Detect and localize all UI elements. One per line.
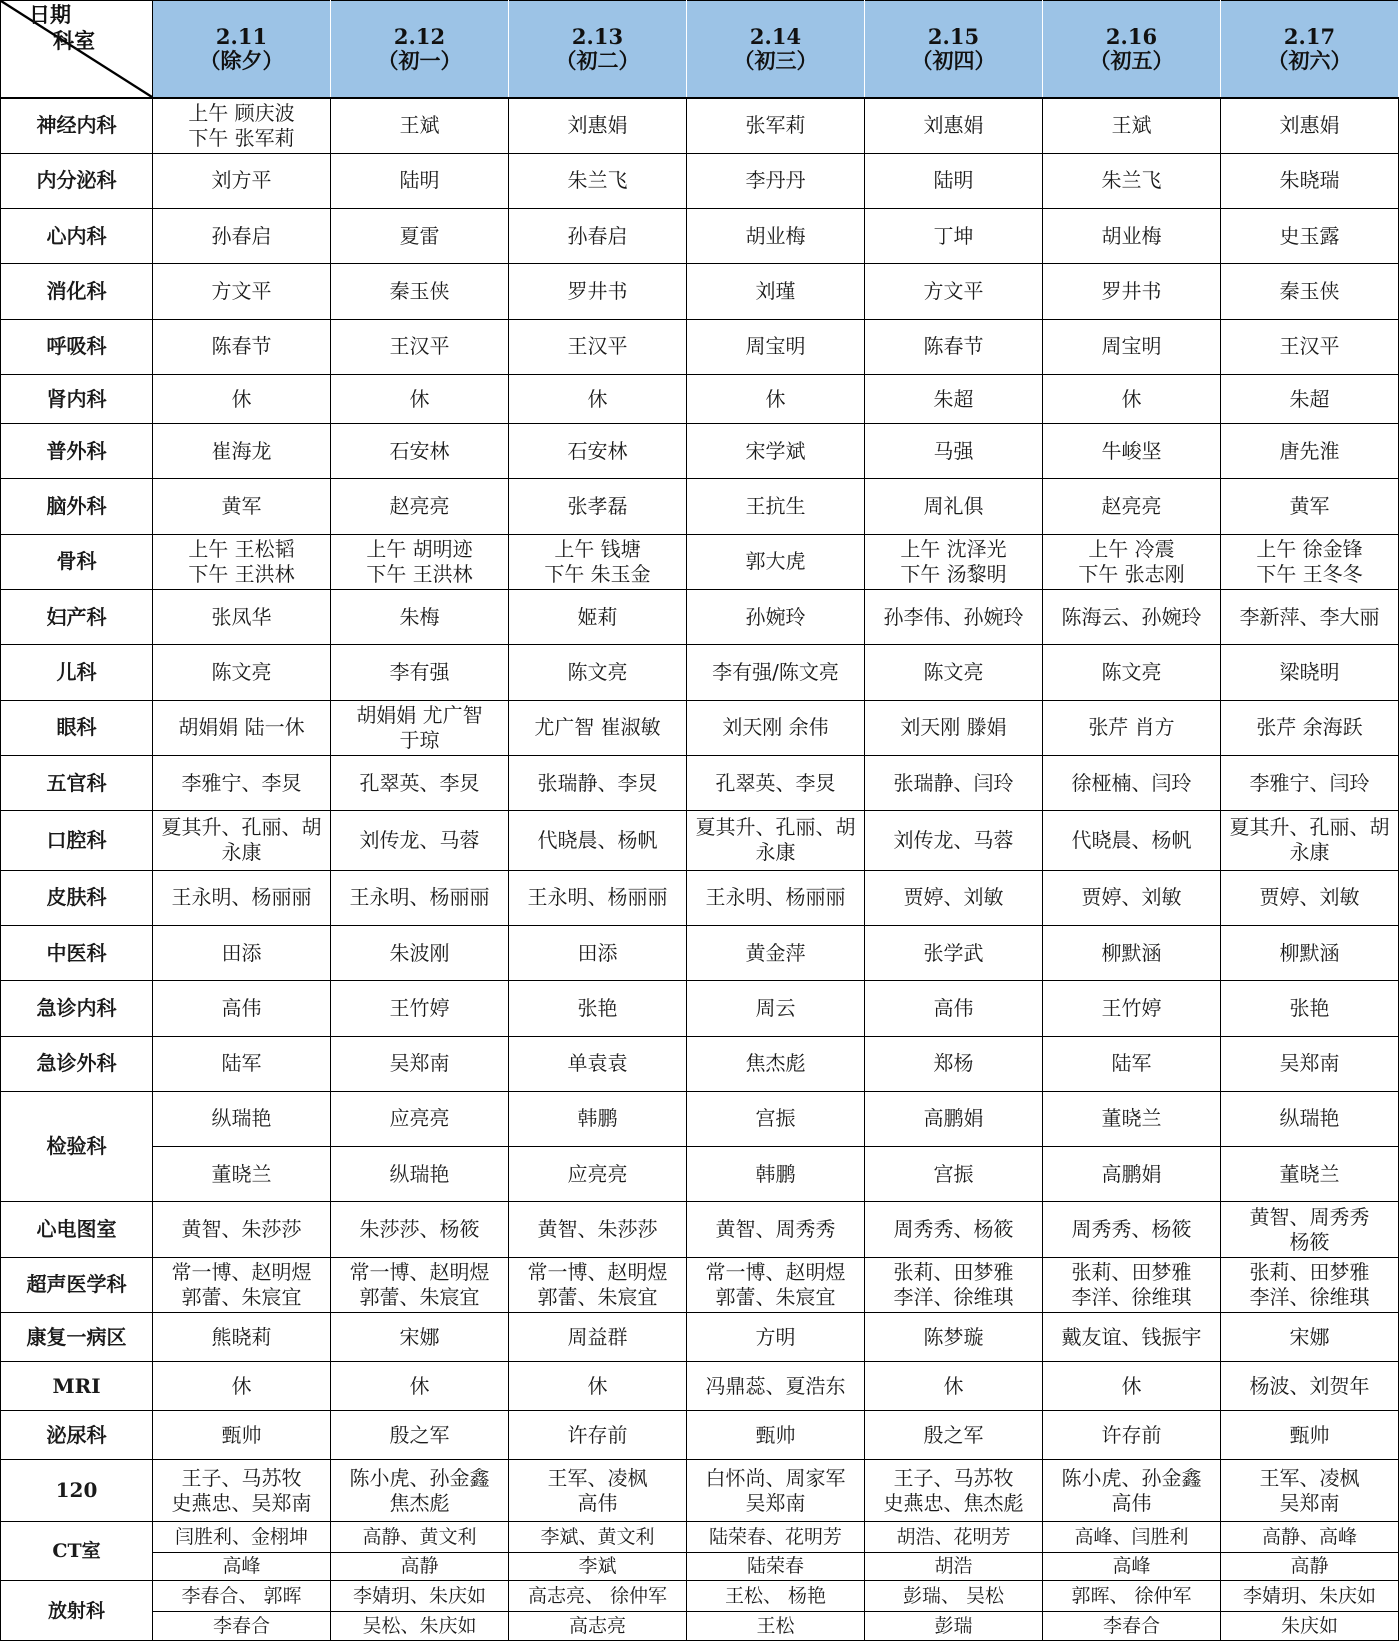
- duty-cell: 陆军: [1043, 1036, 1221, 1091]
- duty-cell: 张瑞静、闫玲: [865, 755, 1043, 810]
- table-row: [1, 374, 1399, 423]
- duty-cell: 黄军: [1221, 479, 1399, 534]
- duty-cell: 常一博、赵明煜 郭蕾、朱宸宜: [153, 1257, 331, 1312]
- department-cell: 康复一病区: [1, 1312, 153, 1361]
- duty-cell: 高峰、闫胜利: [1043, 1521, 1221, 1552]
- duty-cell: 刘瑾: [687, 264, 865, 319]
- duty-cell: 杨波、刘贺年: [1221, 1362, 1399, 1411]
- table-row: [1, 1460, 1399, 1521]
- duty-cell: 李春合: [1043, 1612, 1221, 1641]
- date-header-note: （除夕）: [199, 48, 284, 73]
- duty-cell: 罗井书: [509, 264, 687, 319]
- duty-cell: 高静: [1221, 1552, 1399, 1581]
- duty-cell: 胡娟娟 尤广智 于琼: [331, 700, 509, 755]
- duty-cell: 吴郑南: [331, 1036, 509, 1091]
- department-cell: 神经内科: [1, 98, 153, 153]
- department-cell: 皮肤科: [1, 870, 153, 925]
- duty-cell: 黄金萍: [687, 925, 865, 980]
- duty-cell: 孔翠英、李炅: [331, 755, 509, 810]
- department-cell: 口腔科: [1, 811, 153, 870]
- date-header-note: （初五）: [1089, 48, 1174, 73]
- duty-cell: 朱超: [1221, 374, 1399, 423]
- date-header-date: 2.16: [1105, 24, 1158, 49]
- duty-cell: 休: [1043, 374, 1221, 423]
- duty-cell: 朱庆如: [1221, 1612, 1399, 1641]
- duty-cell: 纵瑞艳: [331, 1147, 509, 1202]
- duty-cell: 方明: [687, 1312, 865, 1361]
- duty-cell: 王汉平: [509, 319, 687, 374]
- duty-cell: 高静: [331, 1552, 509, 1581]
- duty-cell: 张芹 肖方: [1043, 700, 1221, 755]
- table-row: [1, 755, 1399, 810]
- duty-cell: 董晓兰: [1221, 1147, 1399, 1202]
- duty-cell: 王永明、杨丽丽: [331, 870, 509, 925]
- duty-cell: 王军、凌枫 吴郑南: [1221, 1460, 1399, 1521]
- duty-cell: 张凤华: [153, 590, 331, 645]
- duty-cell: 周益群: [509, 1312, 687, 1361]
- duty-cell: 彭瑞、 吴松: [865, 1581, 1043, 1612]
- duty-cell: 陆军: [153, 1036, 331, 1091]
- duty-cell: 高静、黄文利: [331, 1521, 509, 1552]
- duty-cell: 甄帅: [1221, 1411, 1399, 1460]
- duty-cell: 宫振: [865, 1147, 1043, 1202]
- duty-cell: 方文平: [153, 264, 331, 319]
- duty-cell: 张军莉: [687, 98, 865, 153]
- duty-cell: 胡娟娟 陆一休: [153, 700, 331, 755]
- duty-cell: 陈文亮: [509, 645, 687, 700]
- duty-cell: 郭晖、 徐仲军: [1043, 1581, 1221, 1612]
- table-row: [1, 1202, 1399, 1257]
- date-header-note: （初二）: [555, 48, 640, 73]
- table-row: [1, 209, 1399, 264]
- date-header-cell: [509, 1, 687, 99]
- duty-cell: 田添: [153, 925, 331, 980]
- duty-cell: 田添: [509, 925, 687, 980]
- duty-cell: 孔翠英、李炅: [687, 755, 865, 810]
- duty-cell: 刘传龙、马蓉: [331, 811, 509, 870]
- duty-cell: 李斌、黄文利: [509, 1521, 687, 1552]
- duty-cell: 高伟: [865, 981, 1043, 1036]
- duty-cell: 刘方平: [153, 153, 331, 208]
- date-header-date: 2.12: [393, 24, 446, 49]
- duty-cell: 朱波刚: [331, 925, 509, 980]
- table-row: [1, 1362, 1399, 1411]
- department-cell: 内分泌科: [1, 153, 153, 208]
- duty-cell: 宋娜: [1221, 1312, 1399, 1361]
- duty-cell: 纵瑞艳: [153, 1091, 331, 1146]
- duty-cell: 高志亮、 徐仲军: [509, 1581, 687, 1612]
- duty-cell: 休: [865, 1362, 1043, 1411]
- duty-cell: 李婧玥、朱庆如: [331, 1581, 509, 1612]
- date-header-note: （初三）: [733, 48, 818, 73]
- duty-cell: 周宝明: [1043, 319, 1221, 374]
- duty-cell: 张莉、田梦雅 李洋、徐维琪: [1221, 1257, 1399, 1312]
- duty-cell: 休: [331, 374, 509, 423]
- duty-cell: 高伟: [153, 981, 331, 1036]
- duty-cell: 唐先淮: [1221, 424, 1399, 479]
- duty-cell: 高静、高峰: [1221, 1521, 1399, 1552]
- duty-cell: 陈文亮: [153, 645, 331, 700]
- duty-cell: 王永明、杨丽丽: [153, 870, 331, 925]
- duty-cell: 朱兰飞: [509, 153, 687, 208]
- duty-cell: 王松、 杨艳: [687, 1581, 865, 1612]
- duty-cell: 夏雷: [331, 209, 509, 264]
- duty-cell: 王竹婷: [331, 981, 509, 1036]
- duty-cell: 刘天刚 余伟: [687, 700, 865, 755]
- duty-cell: 焦杰彪: [687, 1036, 865, 1091]
- duty-cell: 上午 胡明迹 下午 王洪林: [331, 534, 509, 589]
- department-cell: 消化科: [1, 264, 153, 319]
- duty-cell: 胡业梅: [1043, 209, 1221, 264]
- duty-cell: 郭大虎: [687, 534, 865, 589]
- duty-cell: 黄军: [153, 479, 331, 534]
- duty-cell: 李有强/陈文亮: [687, 645, 865, 700]
- duty-cell: 休: [509, 374, 687, 423]
- date-header-date: 2.11: [215, 24, 268, 49]
- duty-cell: 王抗生: [687, 479, 865, 534]
- duty-cell: 张芹 余海跃: [1221, 700, 1399, 755]
- duty-cell: 周云: [687, 981, 865, 1036]
- duty-cell: 休: [153, 1362, 331, 1411]
- department-cell: 儿科: [1, 645, 153, 700]
- duty-cell: 刘惠娟: [865, 98, 1043, 153]
- duty-cell: 韩鹏: [687, 1147, 865, 1202]
- duty-cell: 尤广智 崔淑敏: [509, 700, 687, 755]
- date-header-date: 2.13: [571, 24, 624, 49]
- department-cell: 急诊外科: [1, 1036, 153, 1091]
- duty-cell: 常一博、赵明煜 郭蕾、朱宸宜: [331, 1257, 509, 1312]
- department-cell: 检验科: [1, 1091, 153, 1202]
- department-cell: 脑外科: [1, 479, 153, 534]
- duty-cell: 刘天刚 滕娟: [865, 700, 1043, 755]
- duty-cell: 黄智、周秀秀 杨筱: [1221, 1202, 1399, 1257]
- duty-cell: 刘传龙、马蓉: [865, 811, 1043, 870]
- duty-cell: 陆荣春、花明芳: [687, 1521, 865, 1552]
- duty-cell: 代晓晨、杨帆: [1043, 811, 1221, 870]
- duty-cell: 陆明: [865, 153, 1043, 208]
- duty-cell: 上午 冷震 下午 张志刚: [1043, 534, 1221, 589]
- duty-cell: 张艳: [509, 981, 687, 1036]
- duty-cell: 王汉平: [331, 319, 509, 374]
- table-row: [1, 700, 1399, 755]
- department-cell: 心内科: [1, 209, 153, 264]
- duty-cell: 白怀尚、周家军 吴郑南: [687, 1460, 865, 1521]
- duty-cell: 朱梅: [331, 590, 509, 645]
- duty-cell: 黄智、朱莎莎: [153, 1202, 331, 1257]
- date-header-note: （初六）: [1267, 48, 1352, 73]
- duty-cell: 张学武: [865, 925, 1043, 980]
- table-row: [1, 1036, 1399, 1091]
- date-header-note: （初一）: [377, 48, 462, 73]
- corner-date-label: 日期: [29, 2, 71, 27]
- date-header-cell: [687, 1, 865, 99]
- duty-cell: 牛峻坚: [1043, 424, 1221, 479]
- duty-cell: 上午 钱塘 下午 朱玉金: [509, 534, 687, 589]
- duty-cell: 应亮亮: [509, 1147, 687, 1202]
- duty-cell: 陈小虎、孙金鑫 高伟: [1043, 1460, 1221, 1521]
- duty-cell: 陆明: [331, 153, 509, 208]
- duty-cell: 陈小虎、孙金鑫 焦杰彪: [331, 1460, 509, 1521]
- duty-cell: 史玉露: [1221, 209, 1399, 264]
- duty-cell: 夏其升、孔丽、胡 永康: [687, 811, 865, 870]
- department-cell: 眼科: [1, 700, 153, 755]
- table-row: [1, 319, 1399, 374]
- duty-cell: 徐桠楠、闫玲: [1043, 755, 1221, 810]
- duty-cell: 王军、凌枫 高伟: [509, 1460, 687, 1521]
- duty-cell: 王汉平: [1221, 319, 1399, 374]
- date-header-cell: [1043, 1, 1221, 99]
- department-cell: 急诊内科: [1, 981, 153, 1036]
- duty-cell: 刘惠娟: [509, 98, 687, 153]
- duty-cell: 殷之军: [331, 1411, 509, 1460]
- duty-cell: 高峰: [1043, 1552, 1221, 1581]
- duty-cell: 周秀秀、杨筱: [1043, 1202, 1221, 1257]
- duty-cell: 梁晓明: [1221, 645, 1399, 700]
- department-cell: 放射科: [1, 1581, 153, 1641]
- table-row: [1, 479, 1399, 534]
- duty-cell: 李丹丹: [687, 153, 865, 208]
- date-header-cell: [1221, 1, 1399, 99]
- duty-cell: 高鹏娟: [865, 1091, 1043, 1146]
- duty-cell: 朱兰飞: [1043, 153, 1221, 208]
- duty-cell: 彭瑞: [865, 1612, 1043, 1641]
- duty-cell: 陆荣春: [687, 1552, 865, 1581]
- duty-cell: 陈文亮: [865, 645, 1043, 700]
- duty-cell: 陈梦璇: [865, 1312, 1043, 1361]
- duty-cell: 休: [153, 374, 331, 423]
- duty-cell: 赵亮亮: [331, 479, 509, 534]
- duty-cell: 朱莎莎、杨筱: [331, 1202, 509, 1257]
- duty-cell: 宋学斌: [687, 424, 865, 479]
- department-cell: 妇产科: [1, 590, 153, 645]
- duty-cell: 吴郑南: [1221, 1036, 1399, 1091]
- department-cell: 呼吸科: [1, 319, 153, 374]
- department-cell: 中医科: [1, 925, 153, 980]
- duty-cell: 柳默涵: [1043, 925, 1221, 980]
- department-cell: 超声医学科: [1, 1257, 153, 1312]
- department-cell: 五官科: [1, 755, 153, 810]
- duty-cell: 李婧玥、朱庆如: [1221, 1581, 1399, 1612]
- duty-cell: 周宝明: [687, 319, 865, 374]
- duty-cell: 休: [687, 374, 865, 423]
- duty-cell: 王斌: [331, 98, 509, 153]
- duty-cell: 胡浩: [865, 1552, 1043, 1581]
- duty-cell: 黄智、周秀秀: [687, 1202, 865, 1257]
- duty-cell: 贾婷、刘敏: [865, 870, 1043, 925]
- table-row: [1, 1411, 1399, 1460]
- table-row: [1, 590, 1399, 645]
- table-row: [1, 1612, 1399, 1641]
- duty-cell: 王永明、杨丽丽: [509, 870, 687, 925]
- duty-cell: 董晓兰: [1043, 1091, 1221, 1146]
- duty-cell: 甄帅: [687, 1411, 865, 1460]
- duty-cell: 单袁袁: [509, 1036, 687, 1091]
- duty-cell: 吴松、朱庆如: [331, 1612, 509, 1641]
- duty-cell: 李雅宁、李炅: [153, 755, 331, 810]
- duty-cell: 常一博、赵明煜 郭蕾、朱宸宜: [687, 1257, 865, 1312]
- duty-cell: 李斌: [509, 1552, 687, 1581]
- date-header-date: 2.14: [749, 24, 802, 49]
- duty-cell: 陈春节: [865, 319, 1043, 374]
- department-cell: 肾内科: [1, 374, 153, 423]
- date-header-cell: [331, 1, 509, 99]
- duty-cell: 应亮亮: [331, 1091, 509, 1146]
- duty-cell: 贾婷、刘敏: [1043, 870, 1221, 925]
- date-header-cell: [865, 1, 1043, 99]
- duty-cell: 韩鹏: [509, 1091, 687, 1146]
- duty-cell: 许存前: [509, 1411, 687, 1460]
- duty-cell: 夏其升、孔丽、胡 永康: [153, 811, 331, 870]
- duty-cell: 李春合、 郭晖: [153, 1581, 331, 1612]
- duty-cell: 王子、马苏牧 史燕忠、焦杰彪: [865, 1460, 1043, 1521]
- duty-cell: 李雅宁、闫玲: [1221, 755, 1399, 810]
- department-cell: 心电图室: [1, 1202, 153, 1257]
- duty-cell: 孙李伟、孙婉玲: [865, 590, 1043, 645]
- roster-body: [1, 98, 1399, 1641]
- duty-cell: 郑杨: [865, 1036, 1043, 1091]
- duty-cell: 纵瑞艳: [1221, 1091, 1399, 1146]
- department-cell: CT室: [1, 1521, 153, 1580]
- duty-cell: 张艳: [1221, 981, 1399, 1036]
- table-row: [1, 1257, 1399, 1312]
- duty-cell: 李春合: [153, 1612, 331, 1641]
- duty-cell: 柳默涵: [1221, 925, 1399, 980]
- duty-cell: 上午 沈泽光 下午 汤黎明: [865, 534, 1043, 589]
- table-row: [1, 98, 1399, 153]
- duty-cell: 孙春启: [153, 209, 331, 264]
- duty-cell: 高峰: [153, 1552, 331, 1581]
- duty-cell: 方文平: [865, 264, 1043, 319]
- duty-cell: 休: [1043, 1362, 1221, 1411]
- table-row: [1, 645, 1399, 700]
- duty-cell: 秦玉侠: [1221, 264, 1399, 319]
- duty-cell: 孙春启: [509, 209, 687, 264]
- duty-cell: 朱晓瑞: [1221, 153, 1399, 208]
- duty-cell: 王斌: [1043, 98, 1221, 153]
- table-row: [1, 1552, 1399, 1581]
- duty-cell: 闫胜利、金栩坤: [153, 1521, 331, 1552]
- duty-cell: 崔海龙: [153, 424, 331, 479]
- duty-cell: 周礼俱: [865, 479, 1043, 534]
- table-row: [1, 870, 1399, 925]
- table-row: [1, 925, 1399, 980]
- table-row: [1, 1312, 1399, 1361]
- duty-cell: 赵亮亮: [1043, 479, 1221, 534]
- duty-cell: 陈春节: [153, 319, 331, 374]
- duty-cell: 贾婷、刘敏: [1221, 870, 1399, 925]
- department-cell: 普外科: [1, 424, 153, 479]
- duty-cell: 休: [331, 1362, 509, 1411]
- duty-cell: 刘惠娟: [1221, 98, 1399, 153]
- duty-cell: 甄帅: [153, 1411, 331, 1460]
- duty-cell: 张莉、田梦雅 李洋、徐维琪: [1043, 1257, 1221, 1312]
- duty-cell: 孙婉玲: [687, 590, 865, 645]
- duty-cell: 朱超: [865, 374, 1043, 423]
- table-row: [1, 264, 1399, 319]
- duty-cell: 陈文亮: [1043, 645, 1221, 700]
- duty-cell: 上午 王松韬 下午 王洪林: [153, 534, 331, 589]
- date-header-date: 2.17: [1283, 24, 1336, 49]
- duty-cell: 王永明、杨丽丽: [687, 870, 865, 925]
- date-header-date: 2.15: [927, 24, 980, 49]
- duty-cell: 李新萍、李大丽: [1221, 590, 1399, 645]
- duty-cell: 上午 顾庆波 下午 张军莉: [153, 98, 331, 153]
- duty-cell: 黄智、朱莎莎: [509, 1202, 687, 1257]
- duty-cell: 陈海云、孙婉玲: [1043, 590, 1221, 645]
- corner-dept-label: 科室: [53, 28, 95, 53]
- duty-cell: 丁坤: [865, 209, 1043, 264]
- duty-cell: 上午 徐金锋 下午 王冬冬: [1221, 534, 1399, 589]
- duty-cell: 王松: [687, 1612, 865, 1641]
- table-row: [1, 1091, 1399, 1146]
- department-cell: 120: [1, 1460, 153, 1521]
- duty-cell: 熊晓莉: [153, 1312, 331, 1361]
- header-row: [1, 1, 1399, 99]
- table-row: [1, 1581, 1399, 1612]
- duty-cell: 石安林: [509, 424, 687, 479]
- duty-cell: 罗井书: [1043, 264, 1221, 319]
- table-row: [1, 424, 1399, 479]
- date-header-cell: [153, 1, 331, 99]
- duty-cell: 石安林: [331, 424, 509, 479]
- duty-cell: 宋娜: [331, 1312, 509, 1361]
- duty-cell: 许存前: [1043, 1411, 1221, 1460]
- duty-cell: 马强: [865, 424, 1043, 479]
- table-row: [1, 153, 1399, 208]
- duty-cell: 李有强: [331, 645, 509, 700]
- duty-cell: 常一博、赵明煜 郭蕾、朱宸宜: [509, 1257, 687, 1312]
- department-cell: MRI: [1, 1362, 153, 1411]
- table-row: [1, 981, 1399, 1036]
- duty-cell: 胡业梅: [687, 209, 865, 264]
- table-row: [1, 1147, 1399, 1202]
- duty-cell: 胡浩、花明芳: [865, 1521, 1043, 1552]
- department-cell: 泌尿科: [1, 1411, 153, 1460]
- table-row: [1, 1521, 1399, 1552]
- corner-header-cell: [1, 1, 153, 99]
- duty-cell: 高鹏娟: [1043, 1147, 1221, 1202]
- table-row: [1, 811, 1399, 870]
- duty-cell: 王竹婷: [1043, 981, 1221, 1036]
- duty-cell: 董晓兰: [153, 1147, 331, 1202]
- duty-cell: 张孝磊: [509, 479, 687, 534]
- department-cell: 骨科: [1, 534, 153, 589]
- duty-cell: 张瑞静、李炅: [509, 755, 687, 810]
- duty-cell: 宫振: [687, 1091, 865, 1146]
- duty-cell: 休: [509, 1362, 687, 1411]
- duty-cell: 王子、马苏牧 史燕忠、吴郑南: [153, 1460, 331, 1521]
- duty-cell: 代晓晨、杨帆: [509, 811, 687, 870]
- duty-cell: 戴友谊、钱振宇: [1043, 1312, 1221, 1361]
- duty-cell: 张莉、田梦雅 李洋、徐维琪: [865, 1257, 1043, 1312]
- duty-cell: 夏其升、孔丽、胡 永康: [1221, 811, 1399, 870]
- duty-cell: 高志亮: [509, 1612, 687, 1641]
- table-row: [1, 534, 1399, 589]
- duty-cell: 冯鼎蕊、夏浩东: [687, 1362, 865, 1411]
- duty-cell: 姬莉: [509, 590, 687, 645]
- duty-cell: 殷之军: [865, 1411, 1043, 1460]
- date-header-note: （初四）: [911, 48, 996, 73]
- duty-cell: 秦玉侠: [331, 264, 509, 319]
- duty-cell: 周秀秀、杨筱: [865, 1202, 1043, 1257]
